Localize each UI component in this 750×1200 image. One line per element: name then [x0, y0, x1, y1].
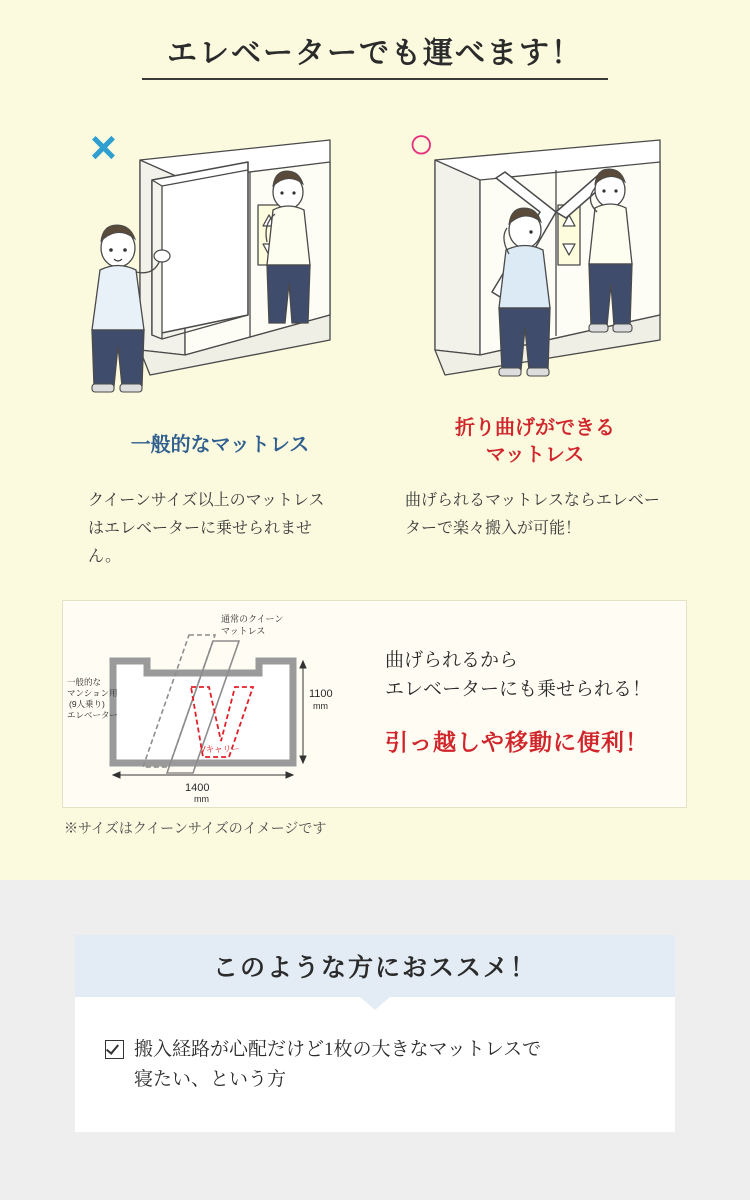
checkbox-checked-icon	[105, 1040, 124, 1059]
diagram-caption	[385, 646, 651, 705]
diagram-dim-width-value: 1400	[185, 782, 210, 794]
diagram-dim-height-unit: mm	[313, 701, 328, 711]
title-underline	[142, 78, 608, 80]
recommend-banner-text: このような方におススメ！	[212, 955, 537, 982]
recommend-banner-arrow	[360, 997, 390, 1010]
diagram-label-elevator-line2: マンション用	[67, 688, 118, 698]
description-foldable: 曲げられるマットレスならエレベーターで楽々搬入が可能！	[405, 492, 660, 537]
page-title: エレベーターでも運べます！	[167, 37, 583, 70]
recommend-item-text	[134, 1035, 541, 1096]
dimension-diagram-card	[62, 600, 687, 808]
diagram-dim-height-value: 1100	[309, 688, 333, 700]
circle-mark-icon: ○	[408, 119, 435, 168]
diagram-label-mattress-line1: 通常のクイーン	[221, 614, 284, 624]
size-note: ※サイズはクイーンサイズのイメージです	[64, 822, 327, 837]
diagram-label-mattress-line2: マットレス	[221, 626, 266, 636]
description-ordinary: クイーンサイズ以上のマットレスはエレベーターに乗せられません。	[88, 492, 325, 565]
illustration-area	[0, 100, 750, 400]
diagram-dim-width-unit: mm	[194, 794, 209, 804]
recommend-item-line2: 寝たい、という方	[134, 1069, 287, 1091]
diagram-caption-line2: エレベーターにも乗せられる！	[385, 679, 652, 701]
label-ordinary-mattress: 一般的なマットレス	[130, 434, 310, 456]
elevator-illustration-svg	[0, 100, 750, 400]
label-foldable-line2: マットレス	[485, 444, 585, 466]
diagram-label-product: Vキャリー	[200, 744, 240, 754]
recommend-list-item	[105, 1035, 541, 1096]
diagram-label-elevator-line1: 一般的な	[67, 677, 102, 687]
label-foldable-mattress	[390, 415, 680, 469]
diagram-caption-line1: 曲げられるから	[385, 650, 519, 671]
diagram-highlight: 引っ越しや移動に便利！	[385, 730, 649, 755]
label-foldable-line1: 折り曲げができる	[455, 417, 615, 439]
recommend-item-line1: 搬入経路が心配だけど1枚の大きなマットレスで	[134, 1039, 542, 1060]
diagram-label-elevator-line3: (9人乗り)	[69, 699, 105, 709]
dimension-diagram-svg	[63, 601, 363, 809]
diagram-label-elevator-line4: エレベーター	[67, 710, 119, 720]
cross-mark-icon: ×	[90, 121, 117, 173]
recommend-banner	[75, 935, 675, 997]
